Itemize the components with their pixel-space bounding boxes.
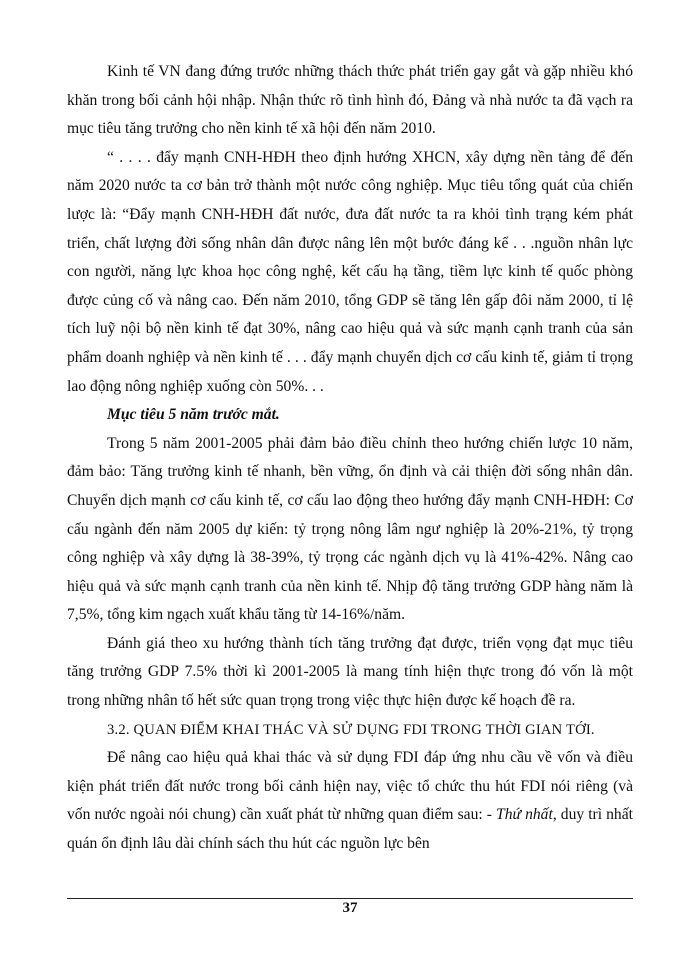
list-item-first-prefix: - xyxy=(486,806,497,824)
footer-divider xyxy=(67,898,633,899)
paragraph-fdi-viewpoints xyxy=(67,744,633,858)
list-item-first-text: , duy trì nhất quán ổn định lâu dài chính sách thu hút các nguồn lực bên xyxy=(67,806,633,853)
subheading-5-year-goal: Mục tiêu 5 năm trước mắt. xyxy=(107,406,280,424)
page-number: 37 xyxy=(342,900,358,916)
section-title-3-2: 3.2. QUAN ĐIỂM KHAI THÁC VÀ SỬ DỤNG FDI TRONG THỜI GIAN TỚI. xyxy=(107,721,595,738)
paragraph-assessment: Đánh giá theo xu hướng thành tích tăng trưởng đạt được, triển vọng đạt mục tiêu tăng trưởng GDP 7.5% thời kì 2001-2005 là mang tính hiện thực trong đó vốn là một trong những nhân tố hết sức quan trọng trong việc thực hiện được kế hoạch đề ra. xyxy=(67,634,633,710)
paragraph-intro: Kinh tế VN đang đứng trước những thách thức phát triển gay gắt và gặp nhiều khó khăn trong bối cảnh hội nhập. Nhận thức rõ tình hình đó, Đảng và nhà nước ta đã vạch ra mục tiêu tăng trưởng cho nền kinh tế xã hội đến năm 2010. xyxy=(67,63,633,138)
paragraph-fdi-viewpoints-text: Để nâng cao hiệu quả khai thác và sử dụng FDI đáp ứng nhu cầu về vốn và điều kiện phát triển đất nước trong bối cảnh hiện nay, việc tổ chức thu hút FDI nói riêng (và vốn nước ngoài nói chung) cần xuất phát từ những quan điểm sau: xyxy=(67,749,633,824)
paragraph-quote: “ . . . . đẩy mạnh CNH-HĐH theo định hướng XHCN, xây dựng nền tảng để đến năm 2020 nước ta cơ bản trở thành một nước công nghiệp. Mục tiêu tổng quát của chiến lược là: “Đẩy mạnh CNH-HĐH đất nước, đưa đất nước ta ra khỏi tình trạng kém phát triển, chất lượng đời sống nhân dân được nâng lên một bước đáng kể . . .nguồn nhân lực con người, năng lực khoa học công nghệ, kết cấu hạ tầng, tiềm lực kinh tế quốc phòng được củng cố và nâng cao. Đến năm 2010, tổng GDP sẽ tăng lên gấp đôi năm 2000, tỉ lệ tích luỹ nội bộ nền kinh tế đạt 30%, nâng cao hiệu quả và sức mạnh cạnh tranh của sản phẩm doanh nghiệp và nền kinh tế . . . đẩy mạnh chuyển dịch cơ cấu kinh tế, giảm tỉ trọng lao động nông nghiệp xuống còn 50%. . . xyxy=(67,148,633,395)
body-text xyxy=(67,58,633,859)
list-item-first-label: Thứ nhất xyxy=(496,806,553,824)
paragraph-5-year-plan: Trong 5 năm 2001-2005 phải đảm bảo điều chỉnh theo hướng chiến lược 10 năm, đảm bảo: Tăng trưởng kinh tế nhanh, bền vững, ổn định và cải thiện đời sống nhân dân. Chuyển dịch mạnh cơ cấu kinh tế, cơ cấu lao động theo hướng đẩy mạnh CNH-HĐH: Cơ cấu ngành đến năm 2005 dự kiến: tỷ trọng nông lâm ngư nghiệp là 20%-21%, tỷ trọng công nghiệp và xây dựng là 38-39%, tỷ trọng các ngành dịch vụ là 41%-42%. Nâng cao hiệu quả và sức mạnh cạnh tranh của nền kinh tế. Nhịp độ tăng trưởng GDP hàng năm là 7,5%, tổng kim ngạch xuất khẩu tăng từ 14-16%/năm. xyxy=(67,434,633,624)
